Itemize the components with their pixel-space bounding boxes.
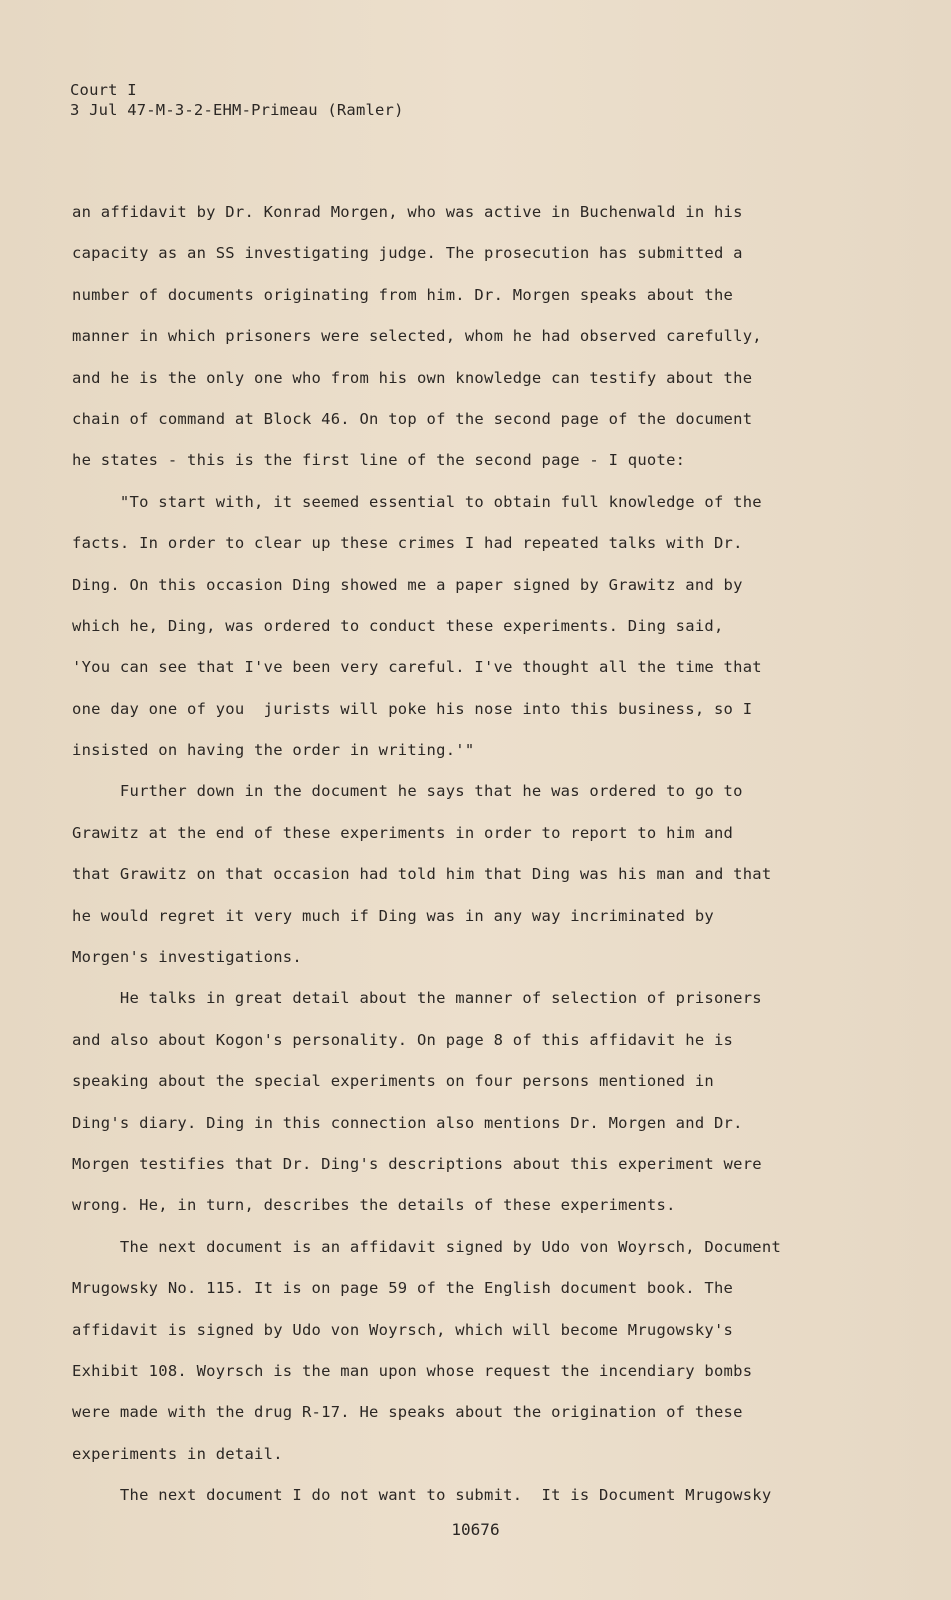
text-line: and he is the only one who from his own knowledge can testify about the — [72, 368, 753, 387]
text-line: affidavit is signed by Udo von Woyrsch, which will become Mrugowsky's — [72, 1320, 734, 1339]
text-line: manner in which prisoners were selected, whom he had observed carefully, — [72, 327, 762, 346]
text-line: chain of command at Block 46. On top of the second page of the document — [72, 409, 753, 428]
text-line: which he, Ding, was ordered to conduct these experiments. Ding said, — [72, 616, 724, 635]
text-line: Morgen's investigations. — [72, 948, 302, 967]
text-line: Ding. On this occasion Ding showed me a paper signed by Grawitz and by — [72, 575, 743, 594]
text-line: he states - this is the first line of the second page - I quote: — [72, 451, 686, 470]
court-label: Court I — [70, 81, 137, 99]
text-line: Ding's diary. Ding in this connection also mentions Dr. Morgen and Dr. — [72, 1113, 743, 1132]
text-line: experiments in detail. — [72, 1444, 283, 1463]
transcript-body — [72, 192, 842, 1517]
text-line: facts. In order to clear up these crimes I had repeated talks with Dr. — [72, 534, 743, 553]
page-number: 10676 — [451, 1520, 500, 1539]
text-line: He talks in great detail about the manner of selection of prisoners — [72, 989, 762, 1008]
document-header — [70, 80, 404, 120]
text-line: The next document is an affidavit signed by Udo von Woyrsch, Document — [72, 1237, 782, 1256]
text-line: Grawitz at the end of these experiments in order to report to him and — [72, 823, 734, 842]
text-line: that Grawitz on that occasion had told him that Ding was his man and that — [72, 865, 772, 884]
text-line: Mrugowsky No. 115. It is on page 59 of the English document book. The — [72, 1279, 734, 1298]
text-line: speaking about the special experiments on four persons mentioned in — [72, 1072, 714, 1091]
text-line: "To start with, it seemed essential to obtain full knowledge of the — [72, 492, 762, 511]
transcript-reference: 3 Jul 47-M-3-2-EHM-Primeau (Ramler) — [70, 101, 404, 119]
text-line: Further down in the document he says that he was ordered to go to — [72, 782, 743, 801]
text-line: insisted on having the order in writing.'" — [72, 741, 475, 760]
text-line: capacity as an SS investigating judge. The prosecution has submitted a — [72, 244, 743, 263]
text-line: Morgen testifies that Dr. Ding's descriptions about this experiment were — [72, 1154, 762, 1173]
text-line: and also about Kogon's personality. On page 8 of this affidavit he is — [72, 1030, 734, 1049]
text-line: he would regret it very much if Ding was in any way incriminated by — [72, 906, 714, 925]
text-line: were made with the drug R-17. He speaks about the origination of these — [72, 1403, 743, 1422]
text-line: an affidavit by Dr. Konrad Morgen, who was active in Buchenwald in his — [72, 203, 743, 221]
text-line: wrong. He, in turn, describes the details of these experiments. — [72, 1196, 676, 1215]
text-line: one day one of you jurists will poke his nose into this business, so I — [72, 699, 753, 718]
text-line: Exhibit 108. Woyrsch is the man upon whose request the incendiary bombs — [72, 1361, 753, 1380]
text-line: 'You can see that I've been very careful. I've thought all the time that — [72, 658, 762, 677]
text-line: The next document I do not want to submit. It is Document Mrugowsky — [72, 1486, 772, 1505]
text-line: number of documents originating from him. Dr. Morgen speaks about the — [72, 285, 734, 304]
